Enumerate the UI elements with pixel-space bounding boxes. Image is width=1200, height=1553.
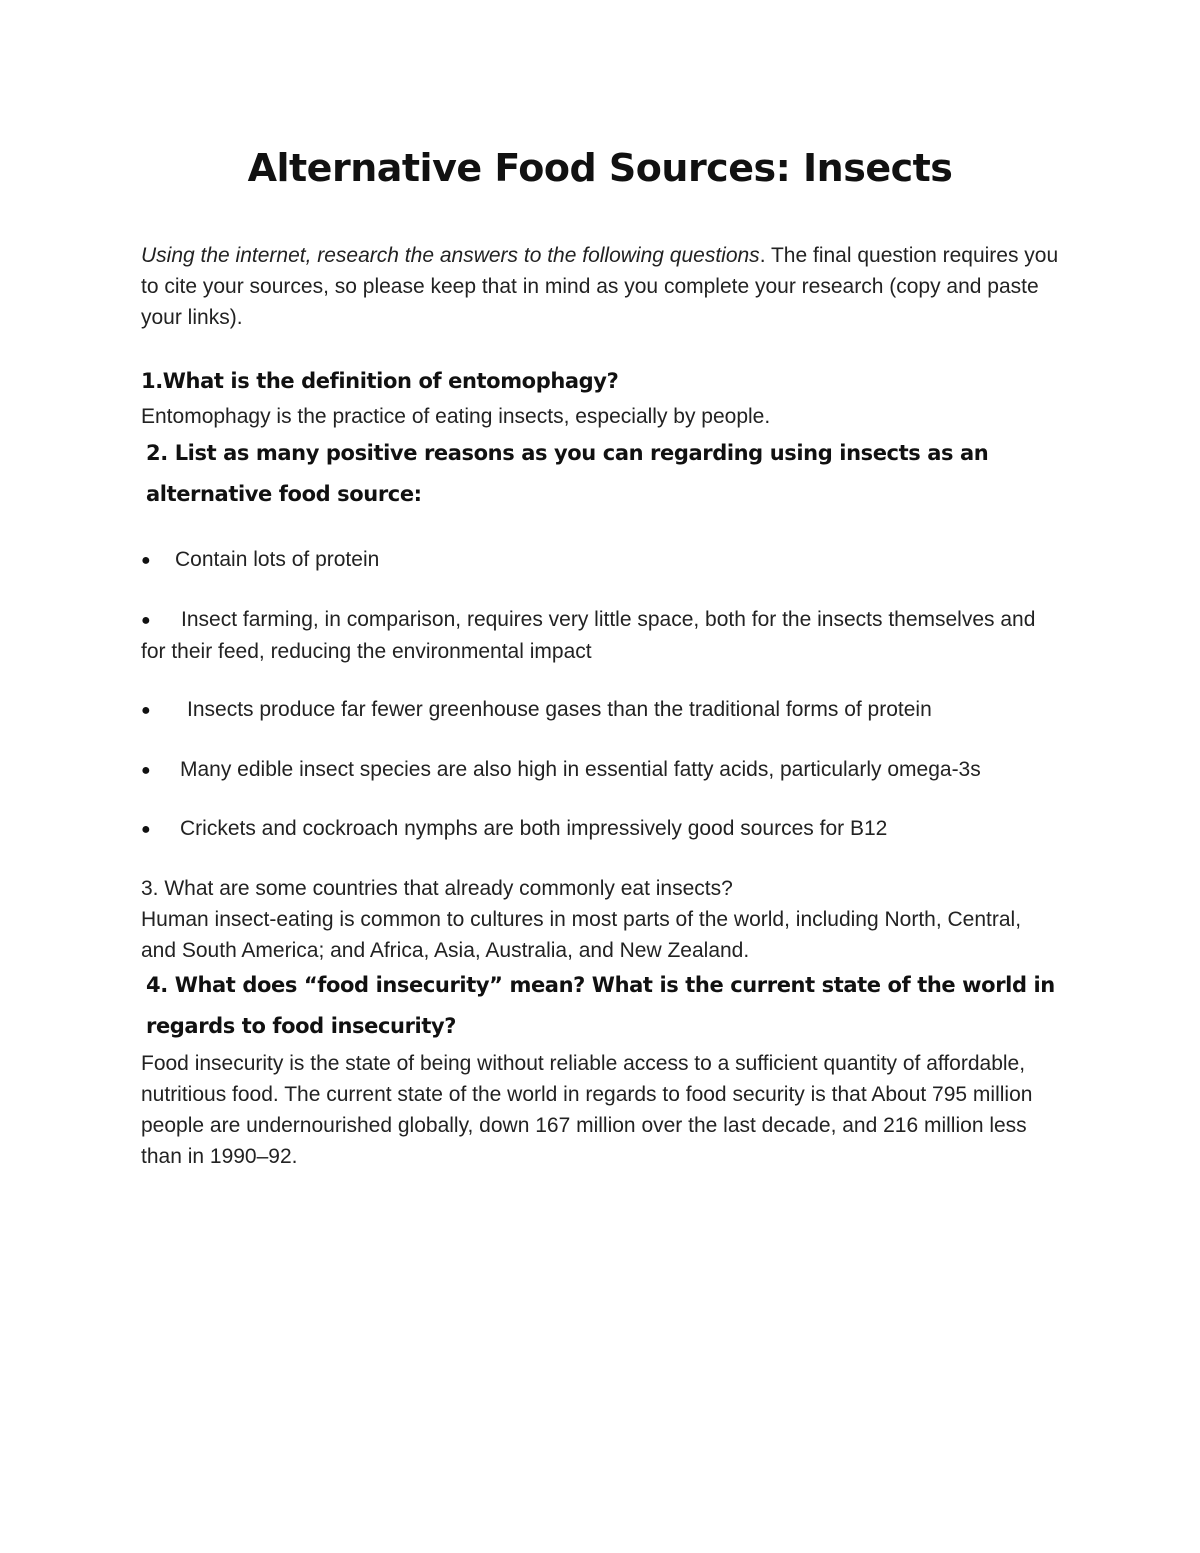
list-item-text: Insects produce far fewer greenhouse gases than the traditional forms of protein [187, 698, 932, 721]
question-3-answer: Human insect-eating is common to cultures in most parts of the world, including North, Central, and South America; and Africa, Asia, Australia, and New Zealand. [141, 908, 1022, 962]
list-item-text: Many edible insect species are also high in essential fatty acids, particularly omega-3s [180, 758, 981, 781]
list-item [141, 694, 1041, 726]
document-title: Alternative Food Sources: Insects [247, 146, 953, 190]
bullet-icon: ● [141, 821, 151, 838]
list-item-text: Crickets and cockroach nymphs are both impressively good sources for B12 [180, 817, 888, 840]
question-1-heading: 1.What is the definition of entomophagy? [141, 369, 619, 393]
list-item [141, 604, 1041, 667]
list-item [141, 754, 1041, 786]
bullet-icon: ● [141, 762, 151, 779]
list-item [141, 813, 1041, 845]
question-4-heading: 4. What does “food insecurity” mean? What is the current state of the world in regards to food insecurity? [146, 973, 1055, 1038]
intro-paragraph [141, 240, 1061, 333]
intro-italic-text: Using the internet, research the answers to the following questions [141, 244, 760, 267]
question-3-heading: 3. What are some countries that already commonly eat insects? [141, 877, 733, 900]
question-4-answer: Food insecurity is the state of being without reliable access to a sufficient quantity of affordable, nutritious food. The current state of the world in regards to food security is that About 795 million people are undernourished globally, down 167 million over the last decade, and 216 million less than in 1990–92. [141, 1052, 1033, 1168]
intro-rest-text: . The final question requires you to cite your sources, so please keep that in mind as you complete your research (copy and paste your links). [141, 244, 1059, 329]
bullet-icon: ● [141, 552, 151, 569]
question-1-answer: Entomophagy is the practice of eating insects, especially by people. [141, 405, 771, 428]
list-item [141, 544, 1041, 576]
bullet-icon: ● [141, 702, 151, 719]
list-item-text: Insect farming, in comparison, requires very little space, both for the insects themselves and for their feed, reducing the environmental impact [141, 608, 1036, 663]
list-item-text: Contain lots of protein [175, 548, 380, 571]
bullet-icon: ● [141, 612, 151, 629]
question-2-heading: 2. List as many positive reasons as you can regarding using insects as an alternative food source: [146, 441, 989, 506]
